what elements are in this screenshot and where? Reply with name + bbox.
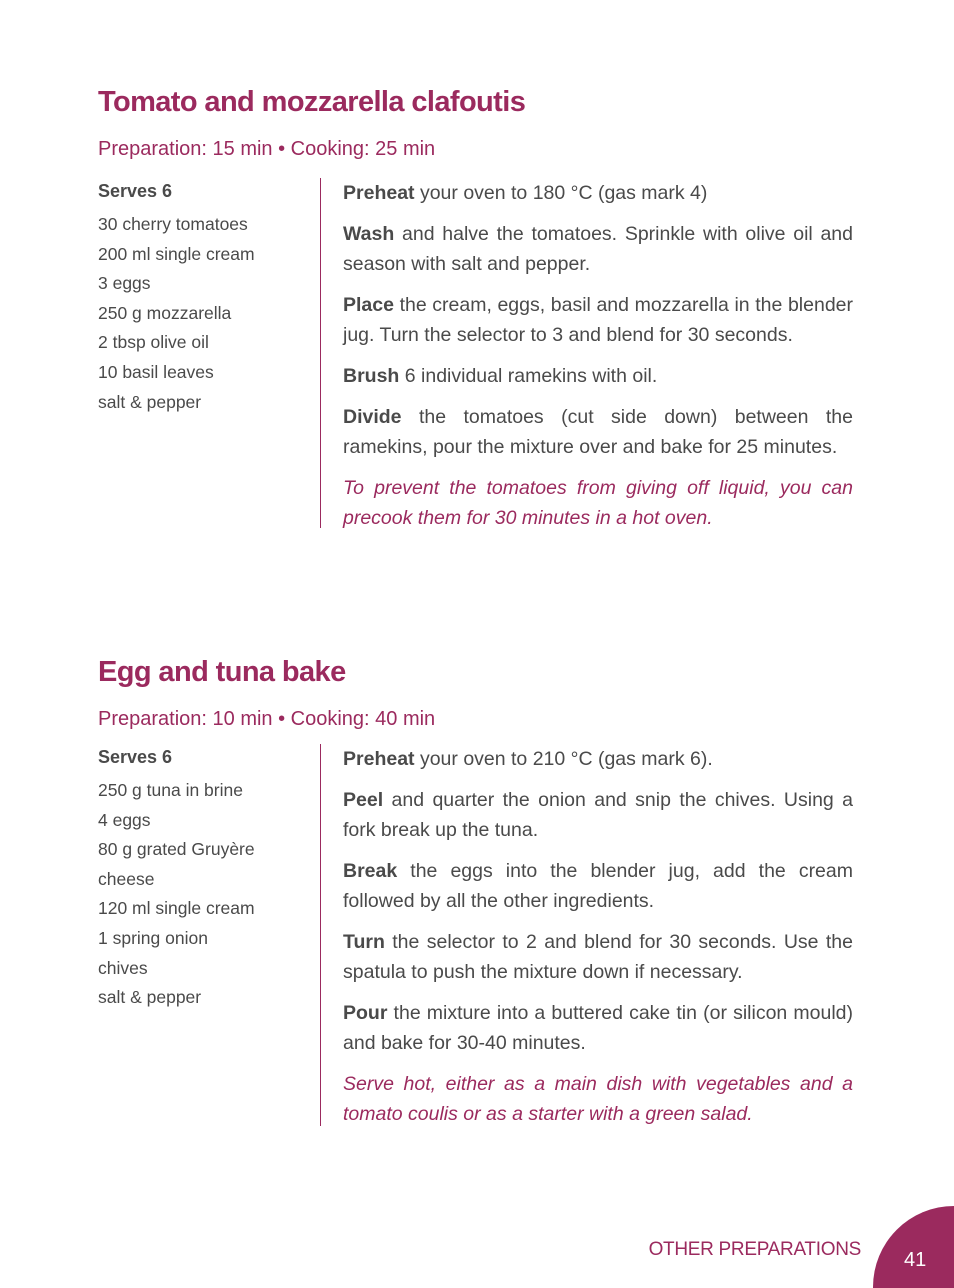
recipe-tip: To prevent the tomatoes from giving off liquid, you can precook them for 30 minutes in a hot oven.: [343, 477, 853, 529]
section-footer-label: OTHER PREPARATIONS: [648, 1239, 861, 1260]
ingredient-list: [98, 210, 303, 417]
step-verb: Peel: [343, 789, 384, 811]
step-text: the tomatoes (cut side down) between the ramekins, pour the mixture over and bake for 25 minutes.: [343, 406, 853, 458]
step-text: your oven to 180 °C (gas mark 4): [414, 182, 708, 204]
step-verb: Pour: [343, 1002, 388, 1024]
recipe-tomato-mozzarella-clafoutis: [98, 84, 858, 529]
step-text: the selector to 2 and blend for 30 seconds. Use the spatula to push the mixture down if necessary.: [343, 931, 853, 983]
step-text: your oven to 210 °C (gas mark 6).: [414, 748, 713, 770]
step-verb: Brush: [343, 365, 400, 387]
recipe-title: Egg and tuna bake: [98, 656, 346, 688]
method-step: [343, 219, 853, 279]
ingredient-item: 2 tbsp olive oil: [98, 332, 209, 353]
ingredients-column: [98, 178, 303, 417]
page-number: 41: [904, 1249, 927, 1271]
ingredient-item: 250 g tuna in brine: [98, 780, 243, 800]
column-divider: [320, 178, 321, 528]
ingredient-item: 30 cherry tomatoes: [98, 214, 248, 234]
column-divider: [320, 744, 321, 1126]
method-step: [343, 856, 853, 916]
recipe-tip: Serve hot, either as a main dish with vegetables and a tomato coulis or as a starter with a green salad.: [343, 1073, 853, 1125]
method-column: [343, 178, 853, 533]
recipe-timing: Preparation: 10 min • Cooking: 40 min: [98, 708, 436, 730]
recipe-title: Tomato and mozzarella clafoutis: [98, 86, 526, 118]
ingredient-item: 80 g grated Gruyère: [98, 839, 255, 860]
step-text: the eggs into the blender jug, add the cream followed by all the other ingredients.: [343, 860, 853, 912]
method-step: [343, 744, 853, 774]
ingredient-list: [98, 776, 303, 1013]
step-text: and halve the tomatoes. Sprinkle with olive oil and season with salt and pepper.: [343, 223, 853, 275]
method-step: [343, 402, 853, 462]
step-verb: Turn: [343, 931, 385, 953]
ingredient-item: 200 ml single cream: [98, 243, 255, 264]
ingredient-item: 120 ml single cream: [98, 898, 255, 919]
step-verb: Place: [343, 294, 394, 316]
ingredients-column: [98, 744, 303, 1013]
method-step: [343, 927, 853, 987]
ingredient-item: 1 spring onion: [98, 927, 208, 948]
step-verb: Divide: [343, 406, 402, 428]
recipe-egg-tuna-bake: [98, 654, 858, 1125]
step-text: the mixture into a buttered cake tin (or silicon mould) and bake for 30-40 minutes.: [343, 1002, 853, 1054]
ingredient-item: chives: [98, 957, 148, 978]
step-text: the cream, eggs, basil and mozzarella in the blender jug. Turn the selector to 3 and blend for 30 seconds.: [343, 294, 853, 346]
method-step: [343, 998, 853, 1058]
step-text: 6 individual ramekins with oil.: [399, 365, 658, 387]
method-step: [343, 178, 853, 208]
recipe-timing: Preparation: 15 min • Cooking: 25 min: [98, 138, 436, 160]
serves-label: Serves 6: [98, 181, 173, 201]
method-step: [343, 785, 853, 845]
ingredient-item: 250 g mozzarella: [98, 302, 232, 323]
ingredient-item: cheese: [98, 868, 155, 889]
ingredient-item: 10 basil leaves: [98, 361, 214, 382]
ingredient-item: salt & pepper: [98, 987, 202, 1008]
ingredient-item: 4 eggs: [98, 809, 151, 830]
step-verb: Wash: [343, 223, 395, 245]
ingredient-item: salt & pepper: [98, 391, 202, 412]
ingredient-item: 3 eggs: [98, 273, 151, 294]
method-step: [343, 290, 853, 350]
method-column: [343, 744, 853, 1129]
step-text: and quarter the onion and snip the chives. Using a fork break up the tuna.: [343, 789, 853, 841]
step-verb: Preheat: [343, 182, 415, 204]
step-verb: Preheat: [343, 748, 415, 770]
step-verb: Break: [343, 860, 398, 882]
method-step: [343, 361, 853, 391]
serves-label: Serves 6: [98, 747, 173, 767]
